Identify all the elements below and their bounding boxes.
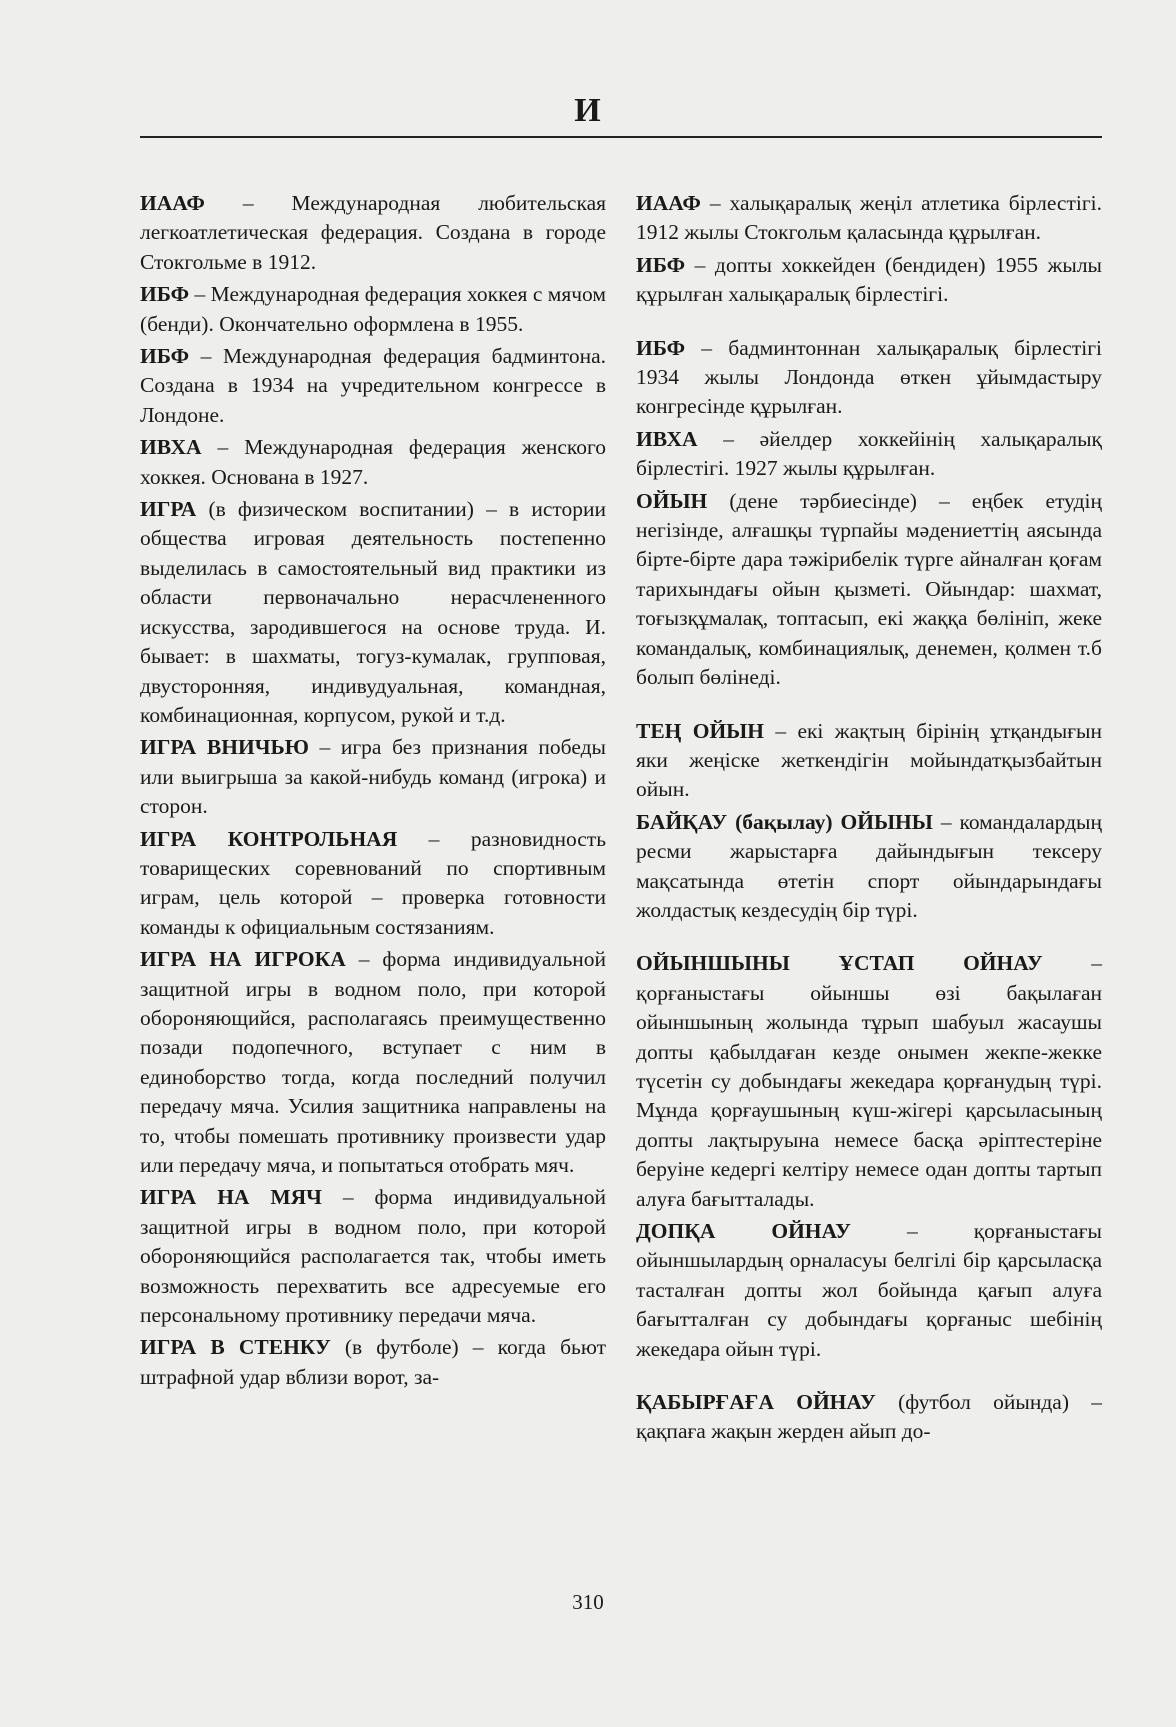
entry-term: ОЙЫН: [636, 488, 708, 513]
header-rule: [140, 136, 1102, 138]
entry-term: ИААФ: [140, 191, 205, 215]
page-number: 310: [572, 1590, 604, 1614]
entry-ibf-bandy-ru: [140, 280, 606, 339]
entry-text: – форма индивидуальной защитной игры в водном поло, при которой обороняющийся, располагаясь преимущественно позади подопечного, вступает с ним в единоборство тогда, когда последний получил передачу мяча. Усилия защитника направлены на то, чтобы помешать противнику произвести удар или передачу мяча, и попытаться отобрать мяч.: [140, 947, 607, 1177]
left-column-russian: [140, 189, 606, 1395]
entry-ivha-ru: [140, 433, 606, 492]
entry-text: (в физическом воспитании) – в истории общества игровая деятельность постепенно выделилась в самостоятельный вид практики из области первоначально нерасчлененного искусства, зародившегося на основе труда. И. бывает: в шахматы, тогуз-кумалак, групповая, двусторонняя, индивудуальная, командная, комбинационная, корпусом, рукой и т.д.: [140, 497, 606, 727]
entry-term: ИГРА В СТЕНКУ: [140, 1335, 331, 1360]
entry-text: (в футболе) – когда бьют штрафной удар вблизи ворот, за-: [140, 1335, 606, 1389]
entry-term: ИГРА НА МЯЧ: [140, 1185, 322, 1210]
entry-term: БАЙҚАУ (бақылау) ОЙЫНЫ: [636, 809, 933, 834]
entry-term: ОЙЫНШЫНЫ ҰСТАП ОЙНАУ: [636, 951, 1043, 976]
entry-term: ИААФ: [636, 191, 701, 215]
entry-text: (дене тәрбиесінде) – еңбек етудің негізінде, алғашқы түрпайы мәдениеттің аясында бірте-бірте дара тәжірибелік түрге айналған қоғам тарихындағы ойын қызметі. Ойындар: шахмат, тоғызқұмалақ, топтасып, екі жаққа бөлініп, жеке командалық, комбинациялық, денемен, қолмен т.б болып бөлінеді.: [636, 488, 1102, 690]
entry-term: ИБФ: [140, 282, 190, 307]
entry-igra-na-igroka-ru: [140, 945, 606, 1180]
entry-igra-ru: [140, 495, 606, 730]
entry-oyyn-kz: [636, 487, 1102, 693]
entry-ten-oyyn-kz: [636, 717, 1102, 805]
entry-term: ИГРА ВНИЧЬЮ: [140, 735, 309, 760]
entry-term: ҚАБЫРҒАҒА ОЙНАУ: [636, 1390, 876, 1415]
entry-term: ТЕҢ ОЙЫН: [636, 718, 765, 743]
entry-text: – бадминтоннан халықаралық бірлестігі 1934 жылы Лондонда өткен ұйымдастыру конгресінде құрылған.: [636, 335, 1102, 419]
entry-text: – форма индивидуальной защитной игры в водном поло, при которой обороняющийся располагается так, чтобы иметь возможность перехватить все адресуемые его персональному противнику передачи мяча.: [140, 1185, 606, 1328]
entry-text: – халықаралық жеңіл атлетика бірлестігі. 1912 жылы Стокгольм қаласында құрылған.: [636, 191, 1102, 245]
entry-ibf-badminton-kz: [636, 334, 1102, 422]
entry-term: ИБФ: [636, 252, 686, 277]
entry-ivha-kz: [636, 425, 1102, 484]
entry-kabyrgaga-oinau-kz: [636, 1388, 1102, 1447]
entry-dopka-oinau-kz: [636, 1217, 1102, 1364]
entry-text: – командалардың ресми жарыстарға дайындығын тексеру мақсатында өтетін спорт ойындарындағы жолдастық кездесудің бір түрі.: [636, 809, 1102, 922]
entry-term: ИВХА: [636, 426, 698, 451]
entry-text: – игра без признания победы или выигрыша за какой-нибудь команд (игрока) и сторон.: [140, 735, 606, 819]
entry-text: – қорғаныстағы ойыншылардың орналасуы белгілі бір қарсыласқа тасталған допты жол бойында қағып алуға бағытталған су добындағы қорғаныс шебінің жекедара ойын түрі.: [636, 1219, 1102, 1361]
entry-term: ИГРА НА ИГРОКА: [140, 947, 346, 972]
entry-text: – разновидность товарищеских соревнований по спортивным играм, цель которой – проверка готовности команды к официальным состязаниям.: [140, 826, 606, 939]
entry-term: ИГРА: [140, 497, 197, 522]
entry-baikau-oyyny-kz: [636, 808, 1102, 926]
right-column-kazakh: [636, 189, 1102, 1450]
entry-text: – әйелдер хоккейінің халықаралық бірлестігі. 1927 жылы құрылған.: [636, 426, 1102, 481]
entry-igra-na-myach-ru: [140, 1183, 606, 1330]
entry-ibf-badminton-ru: [140, 342, 606, 430]
entry-oyynshyny-ustap-kz: [636, 949, 1102, 1214]
entry-term: ИБФ: [636, 335, 686, 360]
entry-iaaf-ru: [140, 189, 606, 277]
entry-text: – Международная федерация хоккея с мячом (бенди). Окончательно оформлена в 1955.: [140, 282, 606, 336]
entry-igra-vnichyu-ru: [140, 733, 606, 821]
entry-text: – Международная федерация женского хоккея. Основана в 1927.: [140, 435, 606, 489]
entry-text: – қорғаныстағы ойыншы өзі бақылаған ойыншының жолында тұрып шабуыл жасаушы допты қабылдаған кезде онымен жекпе-жекке түсетін су добындағы жекедара қорғанудың түрі. Мұнда қорғаушының күш-жігері қарсыласының допты лақтыруына немесе басқа әріптестеріне беруіне кедергі келтіру немесе одан допты тартып алуға бағытталады.: [636, 951, 1102, 1211]
entry-term: ИБФ: [140, 344, 190, 369]
entry-text: – Международная любительская легкоатлетическая федерация. Создана в городе Стокгольме в 1912.: [140, 191, 606, 274]
entry-term: ДОПҚА ОЙНАУ: [636, 1219, 851, 1243]
entry-ibf-bandy-kz: [636, 251, 1102, 310]
entry-text: – Международная федерация бадминтона. Создана в 1934 на учредительном конгрессе в Лондоне.: [140, 344, 606, 427]
entry-igra-kontrolnaya-ru: [140, 825, 606, 943]
entry-iaaf-kz: [636, 189, 1102, 248]
entry-text: (футбол ойында) – қақпаға жақын жерден айып до-: [636, 1390, 1103, 1444]
page-letter-heading: И: [574, 92, 602, 129]
entry-text: – допты хоккейден (бендиден) 1955 жылы құрылған халықаралық бірлестігі.: [636, 252, 1102, 307]
entry-text: – екі жақтың бірінің ұтқандығын яки жеңіске жеткендігін мойындатқызбайтын ойын.: [636, 718, 1103, 802]
entry-term: ИВХА: [140, 435, 202, 460]
entry-term: ИГРА КОНТРОЛЬНАЯ: [140, 826, 398, 851]
entry-igra-v-stenku-ru: [140, 1333, 606, 1392]
